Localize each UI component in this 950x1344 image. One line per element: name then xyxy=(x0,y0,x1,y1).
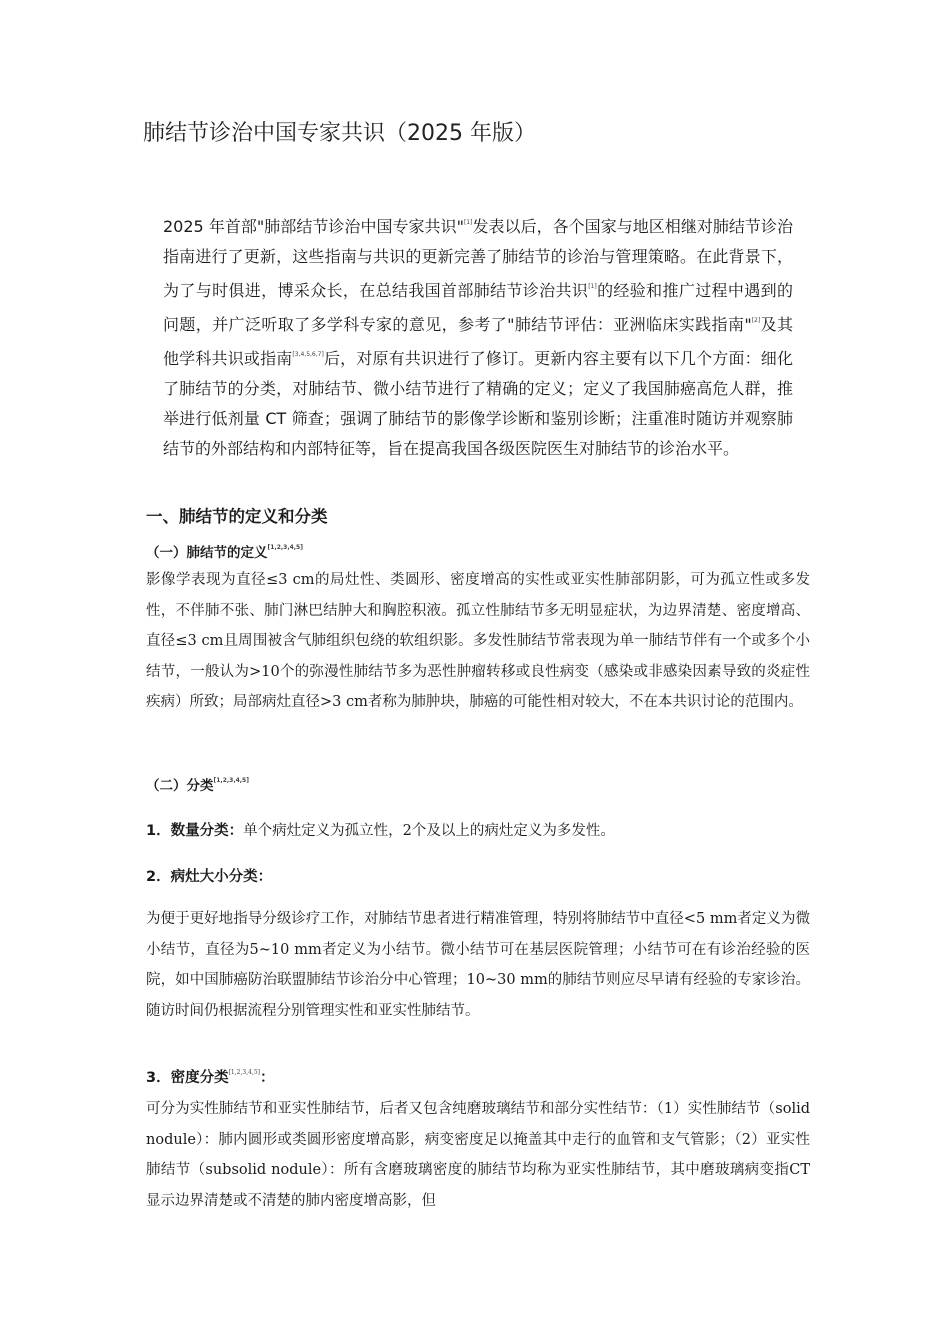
intro-text-5: 后，对原有共识进行了修订。更新内容主要有以下几个方面：细化了肺结节的分类，对肺结节、微小结节进行了精确的定义；定义了我国肺癌高危人群，推举进行低剂量 CT 筛查；强调了肺结节的影像学诊断和鉴别诊断；注重准时随访并观察肺结节的外部结构和内部特征等，旨在提高我国各级医院医生对肺结节的诊治水平。 xyxy=(163,349,793,458)
item-label: 2．病灶大小分类： xyxy=(146,869,273,885)
document-title: 肺结节诊治中国专家共识（2025 年版） xyxy=(143,121,536,146)
citation: [1] xyxy=(588,283,597,290)
density-classification-item xyxy=(146,1066,810,1087)
section-heading-definition-classification: 一、肺结节的定义和分类 xyxy=(146,507,328,526)
citation: [3,4,5,6,7] xyxy=(292,351,324,358)
intro-text-1: 2025 年首部"肺部结节诊治中国专家共识" xyxy=(163,217,464,236)
size-classification-item xyxy=(146,865,810,886)
item-colon: ： xyxy=(260,1070,275,1086)
citation: [1,2,3,4,5] xyxy=(228,1069,260,1076)
intro-paragraph xyxy=(163,208,793,464)
citation: [1] xyxy=(463,219,473,226)
subheading-definition xyxy=(146,541,303,561)
subheading-definition-text: （一）肺结节的定义 xyxy=(146,545,268,561)
item-label: 3．密度分类 xyxy=(146,1070,229,1086)
size-classification-paragraph: 为便于更好地指导分级诊疗工作，对肺结节患者进行精准管理，特别将肺结节中直径<5 mm者定义为微小结节，直径为5~10 mm者定义为小结节。微小结节可在基层医院管理；小结节可在有诊治经验的医院，如中国肺癌防治联盟肺结节诊治分中心管理；10~30 mm的肺结节则应尽早请有经验的专家诊治。随访时间仍根据流程分别管理实性和亚实性肺结节。 xyxy=(146,911,810,1019)
intro-text-2: 发表以后，各个国家与地区相继对肺结节诊治指南进行了更新，这些指南与共识的更新完善了肺结节的诊治与管理策略。在此背景下，为了与时俱进，博采众长，在总结我国首部肺结节诊治共识 xyxy=(163,217,793,300)
subheading-classification xyxy=(146,774,249,794)
subheading-classification-text: （二）分类 xyxy=(146,778,214,794)
intro-text-3: 的经验和推广过程中遇到的问题，并广泛听取了多学科专家的意见，参考了"肺结节评估：亚洲临床实践指南" xyxy=(163,281,793,334)
definition-paragraph: 影像学表现为直径≤3 cm的局灶性、类圆形、密度增高的实性或亚实性肺部阴影，可为孤立性或多发性，不伴肺不张、肺门淋巴结肿大和胸腔积液。孤立性肺结节多无明显症状，为边界清楚、密度增高、直径≤3 cm且周围被含气肺组织包绕的软组织影。多发性肺结节常表现为单一肺结节伴有一个或多个小结节，一般认为>10个的弥漫性肺结节多为恶性肿瘤转移或良性病变（感染或非感染因素导致的炎症性疾病）所致；局部病灶直径>3 cm者称为肺肿块，肺癌的可能性相对较大，不在本共识讨论的范围内。 xyxy=(146,572,810,711)
citation: [2] xyxy=(751,317,761,324)
quantity-classification-item xyxy=(146,819,810,840)
density-classification-paragraph: 可分为实性肺结节和亚实性肺结节，后者又包含纯磨玻璃结节和部分实性结节：（1）实性肺结节（solid nodule）：肺内圆形或类圆形密度增高影，病变密度足以掩盖其中走行的血管和支气管影；（2）亚实性肺结节（subsolid nodule）：所有含磨玻璃密度的肺结节均称为亚实性肺结节，其中磨玻璃病变指CT显示边界清楚或不清楚的肺内密度增高影，但 xyxy=(146,1101,810,1209)
item-text: 单个病灶定义为孤立性，2个及以上的病灶定义为多发性。 xyxy=(243,823,615,839)
citation: [1,2,3,4,5] xyxy=(213,777,249,784)
item-label: 1．数量分类： xyxy=(146,823,244,839)
intro-text-4: 及其他学科共识或指南 xyxy=(163,315,793,368)
citation: [1,2,3,4,5] xyxy=(267,544,303,551)
